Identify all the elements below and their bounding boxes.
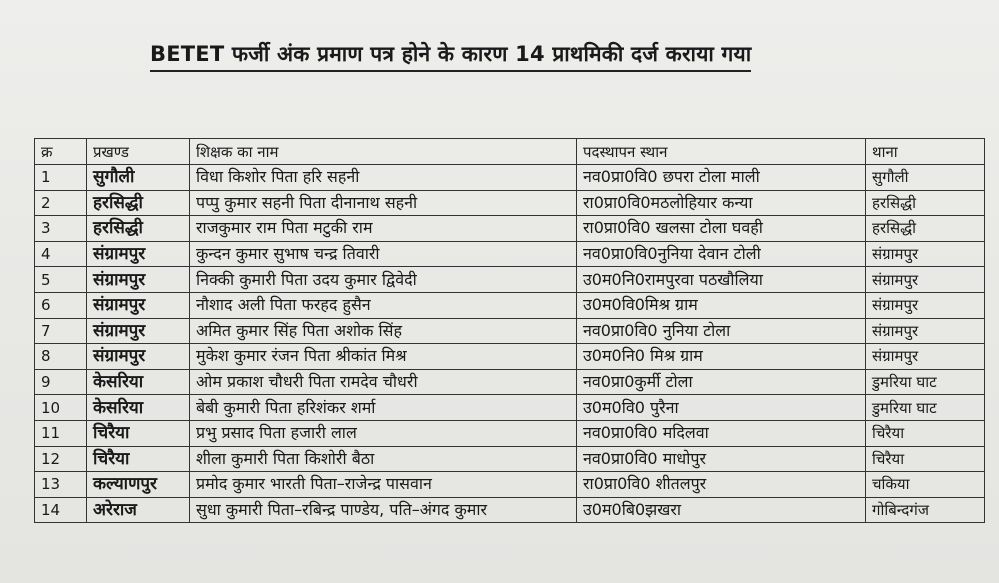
- table-row: [35, 446, 985, 472]
- block-cell: हरसिद्धी: [87, 216, 190, 242]
- police-station-cell: गोबिन्दगंज: [866, 497, 985, 523]
- header-teacher-name: शिक्षक का नाम: [190, 139, 577, 165]
- police-station-cell: हरसिद्धी: [866, 190, 985, 216]
- serial-cell: 10: [35, 395, 87, 421]
- block-cell: चिरैया: [87, 446, 190, 472]
- block-cell: संग्रामपुर: [87, 344, 190, 370]
- police-station-cell: चकिया: [866, 472, 985, 498]
- header-serial: क्र: [35, 139, 87, 165]
- block-cell: अरेराज: [87, 497, 190, 523]
- serial-cell: 8: [35, 344, 87, 370]
- serial-cell: 6: [35, 292, 87, 318]
- serial-cell: 3: [35, 216, 87, 242]
- posting-place-cell: उ0म0नि0रामपुरवा पठखौलिया: [577, 267, 866, 293]
- header-block: प्रखण्ड: [87, 139, 190, 165]
- serial-cell: 5: [35, 267, 87, 293]
- serial-cell: 14: [35, 497, 87, 523]
- block-cell: केसरिया: [87, 395, 190, 421]
- table-row: [35, 395, 985, 421]
- police-station-cell: डुमरिया घाट: [866, 369, 985, 395]
- posting-place-cell: उ0म0वि0 पुरैना: [577, 395, 866, 421]
- serial-cell: 12: [35, 446, 87, 472]
- police-station-cell: संग्रामपुर: [866, 292, 985, 318]
- posting-place-cell: नव0प्रा0वि0 माधोपुर: [577, 446, 866, 472]
- header-police-station: थाना: [866, 139, 985, 165]
- fir-table: [34, 138, 985, 523]
- teacher-name-cell: प्रभु प्रसाद पिता हजारी लाल: [190, 420, 577, 446]
- teacher-name-cell: मुकेश कुमार रंजन पिता श्रीकांत मिश्र: [190, 344, 577, 370]
- block-cell: हरसिद्धी: [87, 190, 190, 216]
- serial-cell: 7: [35, 318, 87, 344]
- teacher-name-cell: ओम प्रकाश चौधरी पिता रामदेव चौधरी: [190, 369, 577, 395]
- police-station-cell: डुमरिया घाट: [866, 395, 985, 421]
- table-row: [35, 344, 985, 370]
- block-cell: संग्रामपुर: [87, 292, 190, 318]
- serial-cell: 1: [35, 165, 87, 191]
- teacher-name-cell: शीला कुमारी पिता किशोरी बैठा: [190, 446, 577, 472]
- police-station-cell: हरसिद्धी: [866, 216, 985, 242]
- table-row: [35, 267, 985, 293]
- teacher-name-cell: पप्पु कुमार सहनी पिता दीनानाथ सहनी: [190, 190, 577, 216]
- posting-place-cell: नव0प्रा0कुर्मी टोला: [577, 369, 866, 395]
- posting-place-cell: नव0प्रा0वि0 छपरा टोला माली: [577, 165, 866, 191]
- teacher-name-cell: कुन्दन कुमार सुभाष चन्द्र तिवारी: [190, 241, 577, 267]
- serial-cell: 9: [35, 369, 87, 395]
- table-row: [35, 241, 985, 267]
- teacher-name-cell: प्रमोद कुमार भारती पिता–राजेन्द्र पासवान: [190, 472, 577, 498]
- teacher-name-cell: सुधा कुमारी पिता–रबिन्द्र पाण्डेय, पति–अंगद कुमार: [190, 497, 577, 523]
- police-station-cell: संग्रामपुर: [866, 318, 985, 344]
- block-cell: संग्रामपुर: [87, 241, 190, 267]
- police-station-cell: संग्रामपुर: [866, 241, 985, 267]
- block-cell: केसरिया: [87, 369, 190, 395]
- header-posting-place: पदस्थापन स्थान: [577, 139, 866, 165]
- posting-place-cell: रा0प्रा0वि0मठलोहियार कन्या: [577, 190, 866, 216]
- table-row: [35, 292, 985, 318]
- teacher-name-cell: बेबी कुमारी पिता हरिशंकर शर्मा: [190, 395, 577, 421]
- teacher-name-cell: विधा किशोर पिता हरि सहनी: [190, 165, 577, 191]
- table-row: [35, 369, 985, 395]
- table-row: [35, 420, 985, 446]
- teacher-name-cell: राजकुमार राम पिता मटुकी राम: [190, 216, 577, 242]
- document-title: BETET फर्जी अंक प्रमाण पत्र होने के कारण 14 प्राथमिकी दर्ज कराया गया: [150, 40, 751, 72]
- block-cell: संग्रामपुर: [87, 318, 190, 344]
- police-station-cell: संग्रामपुर: [866, 267, 985, 293]
- table-row: [35, 216, 985, 242]
- block-cell: चिरैया: [87, 420, 190, 446]
- posting-place-cell: रा0प्रा0वि0 खलसा टोला घवही: [577, 216, 866, 242]
- teacher-name-cell: निक्की कुमारी पिता उदय कुमार द्विवेदी: [190, 267, 577, 293]
- serial-cell: 4: [35, 241, 87, 267]
- police-station-cell: संग्रामपुर: [866, 344, 985, 370]
- block-cell: कल्याणपुर: [87, 472, 190, 498]
- serial-cell: 2: [35, 190, 87, 216]
- posting-place-cell: रा0प्रा0वि0 शीतलपुर: [577, 472, 866, 498]
- police-station-cell: चिरैया: [866, 446, 985, 472]
- table-row: [35, 497, 985, 523]
- posting-place-cell: उ0म0नि0 मिश्र ग्राम: [577, 344, 866, 370]
- table-row: [35, 318, 985, 344]
- posting-place-cell: नव0प्रा0वि0 नुनिया टोला: [577, 318, 866, 344]
- table-row: [35, 190, 985, 216]
- posting-place-cell: नव0प्रा0वि0नुनिया देवान टोली: [577, 241, 866, 267]
- teacher-name-cell: नौशाद अली पिता फरहद हुसैन: [190, 292, 577, 318]
- posting-place-cell: नव0प्रा0वि0 मदिलवा: [577, 420, 866, 446]
- serial-cell: 13: [35, 472, 87, 498]
- block-cell: सुगौली: [87, 165, 190, 191]
- block-cell: संग्रामपुर: [87, 267, 190, 293]
- table-row: [35, 165, 985, 191]
- table-header-row: [35, 139, 985, 165]
- table-row: [35, 472, 985, 498]
- police-station-cell: सुगौली: [866, 165, 985, 191]
- police-station-cell: चिरैया: [866, 420, 985, 446]
- posting-place-cell: उ0म0बि0झखरा: [577, 497, 866, 523]
- teacher-name-cell: अमित कुमार सिंह पिता अशोक सिंह: [190, 318, 577, 344]
- serial-cell: 11: [35, 420, 87, 446]
- posting-place-cell: उ0म0वि0मिश्र ग्राम: [577, 292, 866, 318]
